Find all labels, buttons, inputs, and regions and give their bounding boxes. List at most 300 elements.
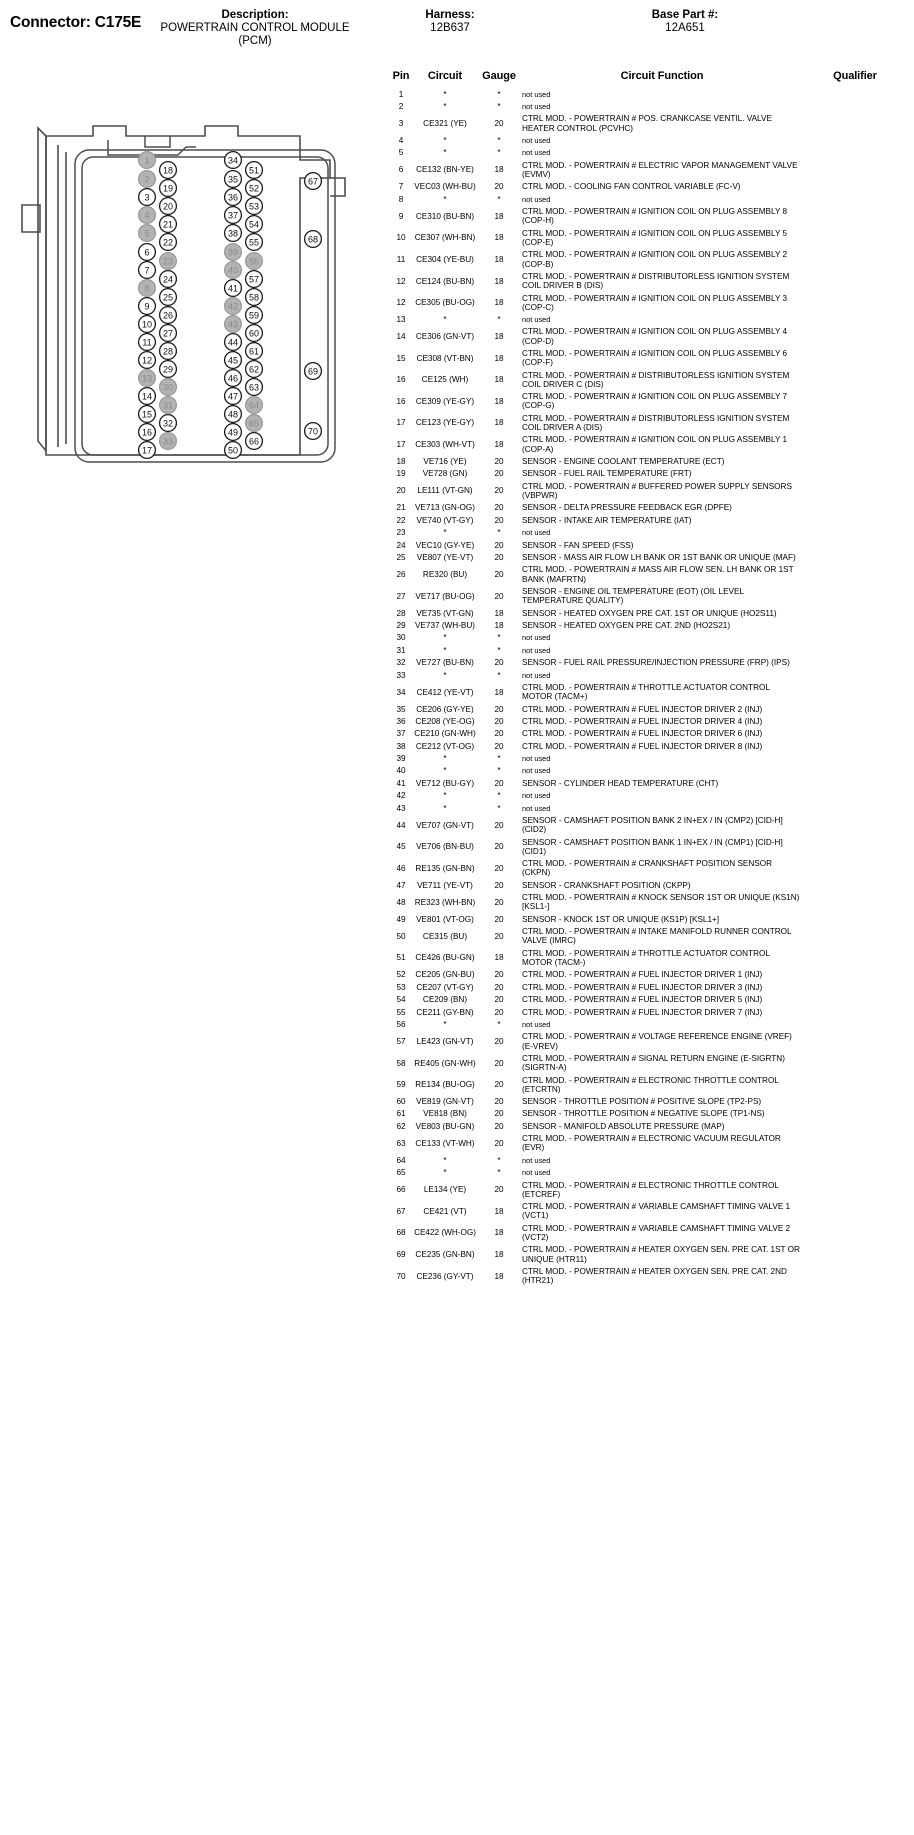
- qualifier-cell: [802, 644, 908, 656]
- pin-number-label: 59: [248, 310, 260, 321]
- connector-label: Connector:: [10, 14, 91, 31]
- pin-number-label: 43: [227, 319, 239, 330]
- pin-cell: 29: [396, 620, 406, 630]
- circuit-cell: RE323 (WH-BN): [414, 897, 476, 907]
- table-row: [388, 947, 908, 969]
- pin-circle-17: [139, 442, 156, 459]
- pin-cell: 32: [396, 658, 406, 668]
- harness-value: 12B637: [430, 22, 470, 34]
- circuit-function-cell: CTRL MOD. - POWERTRAIN # SIGNAL RETURN ENGINE (E-SIGRTN) (SIGRTN-A): [522, 1053, 785, 1073]
- table-row: [388, 193, 908, 205]
- circuit-cell: VEC10 (GY-YE): [415, 540, 475, 550]
- table-row: [388, 1154, 908, 1166]
- pin-circle-32: [160, 415, 177, 432]
- pin-number-label: 45: [227, 355, 239, 366]
- pin-cell: 18: [396, 457, 406, 467]
- circuit-cell: LE111 (VT-GN): [417, 486, 473, 496]
- pin-circle-8: [139, 280, 156, 297]
- description-label: Description:: [221, 9, 289, 21]
- gauge-cell: 20: [494, 515, 504, 525]
- pin-cell: 45: [396, 842, 406, 852]
- qualifier-cell: [802, 468, 908, 480]
- pin-number-label: 1: [144, 155, 150, 166]
- qualifier-cell: [802, 728, 908, 740]
- circuit-cell: CE133 (VT-WH): [415, 1138, 475, 1148]
- table-row: [388, 892, 908, 914]
- circuit-cell: *: [443, 645, 447, 655]
- gauge-cell: *: [497, 148, 501, 158]
- table-row: [388, 539, 908, 551]
- gauge-cell: 20: [494, 1080, 504, 1090]
- pin-number-label: 64: [248, 400, 260, 411]
- table-row: [388, 249, 908, 271]
- pin-number-label: 3: [144, 192, 150, 203]
- pin-cell: 16: [396, 396, 406, 406]
- pin-number-label: 67: [307, 176, 319, 187]
- table-row: [388, 527, 908, 539]
- circuit-function-cell: CTRL MOD. - POWERTRAIN # ELECTRONIC THROTTLE CONTROL (ETCREF): [522, 1180, 779, 1199]
- circuit-function-cell: CTRL MOD. - POWERTRAIN # FUEL INJECTOR DRIVER 5 (INJ): [522, 995, 763, 1005]
- pin-cell: 33: [396, 670, 406, 680]
- pin-circle-49: [225, 424, 242, 441]
- qualifier-cell: [802, 527, 908, 539]
- description-value: POWERTRAIN CONTROL MODULE (PCM): [160, 22, 350, 47]
- pin-cell: 53: [396, 982, 406, 992]
- connector-latch-detail: [108, 136, 196, 155]
- connector-diagram-svg: [0, 115, 380, 485]
- pin-number-label: 37: [227, 210, 239, 221]
- circuit-function-cell: SENSOR - FUEL RAIL TEMPERATURE (FRT): [522, 469, 692, 479]
- table-row: [388, 227, 908, 249]
- pin-cell: 34: [396, 687, 406, 697]
- circuit-cell: CE205 (GN-BU): [415, 970, 475, 980]
- pin-circle-59: [246, 307, 263, 324]
- pin-circle-14: [139, 388, 156, 405]
- table-row: [388, 1265, 908, 1287]
- gauge-cell: 20: [494, 982, 504, 992]
- gauge-cell: *: [497, 135, 501, 145]
- table-row: [388, 728, 908, 740]
- pin-circle-44: [225, 334, 242, 351]
- gauge-cell: 18: [494, 276, 504, 286]
- circuit-function-cell: CTRL MOD. - POWERTRAIN # THROTTLE ACTUATOR CONTROL MOTOR (TACM-): [522, 948, 770, 967]
- qualifier-cell: [802, 502, 908, 514]
- circuit-function-cell: not used: [522, 645, 551, 655]
- pin-circle-2: [139, 171, 156, 188]
- gauge-cell: *: [497, 194, 501, 204]
- pin-number-label: 50: [227, 445, 239, 456]
- circuit-function-cell: SENSOR - CRANKSHAFT POSITION (CKPP): [522, 880, 691, 890]
- table-row: [388, 159, 908, 181]
- circuit-function-cell: CTRL MOD. - POWERTRAIN # IGNITION COIL ON PLUG ASSEMBLY 3 (COP-C): [522, 293, 788, 312]
- circuit-cell: CE321 (YE): [423, 118, 467, 128]
- pin-number-label: 4: [144, 210, 150, 221]
- pin-cell: 58: [396, 1058, 406, 1068]
- connector-shell-outline: [22, 126, 345, 455]
- pin-circle-39: [225, 244, 242, 261]
- pin-number-label: 56: [248, 256, 260, 267]
- table-row: [388, 981, 908, 993]
- pin-circle-52: [246, 180, 263, 197]
- pin-number-label: 16: [141, 427, 153, 438]
- pin-number-label: 32: [162, 418, 174, 429]
- gauge-cell: 18: [494, 396, 504, 406]
- pin-cell: 44: [396, 820, 406, 830]
- pin-cell: 42: [396, 791, 406, 801]
- circuit-cell: *: [443, 670, 447, 680]
- pin-circle-25: [160, 289, 177, 306]
- connector-title: [10, 14, 141, 32]
- pin-cell: 28: [396, 608, 406, 618]
- circuit-function-cell: not used: [522, 754, 551, 764]
- table-row: [388, 292, 908, 314]
- gauge-cell: 18: [494, 233, 504, 243]
- gauge-cell: *: [497, 791, 501, 801]
- circuit-cell: VE711 (YE-VT): [417, 880, 473, 890]
- circuit-cell: CE304 (YE-BU): [416, 254, 474, 264]
- gauge-cell: 18: [494, 332, 504, 342]
- pin-cell: 22: [396, 515, 406, 525]
- pin-number-label: 55: [248, 237, 260, 248]
- pin-number-label: 47: [227, 391, 239, 402]
- gauge-cell: 20: [494, 931, 504, 941]
- circuit-cell: CE306 (GN-VT): [415, 332, 475, 342]
- table-row: [388, 1052, 908, 1074]
- table-row: [388, 551, 908, 563]
- table-row: [388, 206, 908, 228]
- pin-cell: 21: [396, 503, 406, 513]
- pin-number-label: 8: [144, 283, 150, 294]
- gauge-cell: 20: [494, 1007, 504, 1017]
- column-header-function: Circuit Function: [620, 70, 704, 82]
- pin-circle-42: [225, 298, 242, 315]
- pin-number-label: 48: [227, 409, 239, 420]
- qualifier-cell: [802, 926, 908, 948]
- circuit-function-cell: CTRL MOD. - POWERTRAIN # CRANKSHAFT POSITION SENSOR (CKPN): [522, 859, 773, 878]
- pin-cell: 54: [396, 995, 406, 1005]
- pin-cell: 35: [396, 704, 406, 714]
- circuit-cell: *: [443, 101, 447, 111]
- circuit-function-cell: not used: [522, 315, 551, 325]
- pin-number-label: 29: [162, 364, 174, 375]
- circuit-cell: VE807 (YE-VT): [416, 552, 474, 562]
- pin-cell: 13: [396, 315, 406, 325]
- gauge-cell: *: [497, 1155, 501, 1165]
- table-row: [388, 632, 908, 644]
- gauge-cell: *: [497, 1019, 501, 1029]
- pin-number-label: 46: [227, 373, 239, 384]
- qualifier-cell: [802, 314, 908, 326]
- qualifier-cell: [802, 564, 908, 586]
- pin-circle-20: [160, 198, 177, 215]
- pin-cell: 41: [396, 778, 406, 788]
- gauge-cell: 20: [494, 486, 504, 496]
- gauge-cell: *: [497, 101, 501, 111]
- pin-number-label: 49: [227, 427, 239, 438]
- circuit-cell: VE717 (BU-OG): [415, 591, 475, 601]
- gauge-cell: 20: [494, 457, 504, 467]
- circuit-function-cell: CTRL MOD. - POWERTRAIN # HEATER OXYGEN SEN. PRE CAT. 2ND (HTR21): [522, 1267, 787, 1286]
- base-part-value: 12A651: [665, 22, 705, 34]
- circuit-function-cell: SENSOR - HEATED OXYGEN PRE CAT. 2ND (HO2S21): [522, 620, 731, 630]
- qualifier-cell: [802, 632, 908, 644]
- circuit-function-cell: SENSOR - DELTA PRESSURE FEEDBACK EGR (DPFE): [522, 503, 732, 513]
- circuit-function-cell: CTRL MOD. - POWERTRAIN # IGNITION COIL ON PLUG ASSEMBLY 4 (COP-D): [522, 327, 788, 346]
- pin-number-label: 7: [144, 265, 150, 276]
- pin-cell: 12: [396, 276, 406, 286]
- circuit-cell: CE421 (VT): [423, 1206, 467, 1216]
- pin-number-label: 28: [162, 346, 174, 357]
- qualifier-cell: [802, 434, 908, 456]
- circuit-cell: CE211 (GY-BN): [416, 1007, 474, 1017]
- pin-cell: 24: [396, 540, 406, 550]
- gauge-cell: *: [497, 315, 501, 325]
- table-row: [388, 752, 908, 764]
- table-row: [388, 913, 908, 925]
- pin-circle-45: [225, 352, 242, 369]
- circuit-function-cell: SENSOR - THROTTLE POSITION # NEGATIVE SLOPE (TP1-NS): [522, 1109, 765, 1119]
- circuit-function-cell: CTRL MOD. - POWERTRAIN # FUEL INJECTOR DRIVER 6 (INJ): [522, 729, 763, 739]
- pin-number-label: 65: [248, 418, 260, 429]
- gauge-cell: 18: [494, 1250, 504, 1260]
- circuit-function-cell: not used: [522, 1019, 551, 1029]
- circuit-function-cell: SENSOR - MASS AIR FLOW LH BANK OR 1ST BANK OR UNIQUE (MAF): [522, 552, 796, 562]
- qualifier-cell: [802, 1154, 908, 1166]
- circuit-cell: CE236 (GY-VT): [416, 1271, 474, 1281]
- pin-circle-23: [160, 253, 177, 270]
- qualifier-cell: [802, 1179, 908, 1201]
- base-part-block: [600, 8, 770, 35]
- circuit-function-cell: CTRL MOD. - POWERTRAIN # ELECTRONIC THROTTLE CONTROL (ETCRTN): [522, 1075, 779, 1094]
- pin-circle-55: [246, 234, 263, 251]
- circuit-function-cell: not used: [522, 135, 551, 145]
- pin-cell: 38: [396, 741, 406, 751]
- column-header-gauge: Gauge: [482, 70, 516, 82]
- pin-cell: 46: [396, 863, 406, 873]
- qualifier-cell: [802, 947, 908, 969]
- pin-number-label: 57: [248, 274, 260, 285]
- gauge-cell: 20: [494, 820, 504, 830]
- circuit-function-cell: CTRL MOD. - POWERTRAIN # FUEL INJECTOR DRIVER 8 (INJ): [522, 741, 763, 751]
- circuit-cell: VE819 (GN-VT): [416, 1097, 474, 1107]
- qualifier-cell: [802, 1074, 908, 1096]
- qualifier-cell: [802, 752, 908, 764]
- pin-circle-11: [139, 334, 156, 351]
- gauge-cell: *: [497, 89, 501, 99]
- table-row: [388, 147, 908, 159]
- qualifier-cell: [802, 1167, 908, 1179]
- table-header-row: [388, 70, 908, 88]
- pin-circle-5: [139, 225, 156, 242]
- circuit-cell: *: [443, 633, 447, 643]
- pin-circle-16: [139, 424, 156, 441]
- table-row: [388, 514, 908, 526]
- pin-cell: 10: [396, 233, 406, 243]
- table-row: [388, 790, 908, 802]
- pin-number-label: 9: [144, 301, 150, 312]
- circuit-function-cell: SENSOR - ENGINE OIL TEMPERATURE (EOT) (OIL LEVEL TEMPERATURE QUALITY): [522, 586, 744, 606]
- pin-circle-47: [225, 388, 242, 405]
- circuit-function-cell: CTRL MOD. - POWERTRAIN # HEATER OXYGEN SEN. PRE CAT. 1ST OR UNIQUE (HTR11): [522, 1245, 800, 1264]
- gauge-cell: 20: [494, 1109, 504, 1119]
- circuit-function-cell: not used: [522, 670, 551, 680]
- gauge-cell: *: [497, 803, 501, 813]
- pin-number-label: 17: [141, 445, 153, 456]
- circuit-cell: VE727 (BU-BN): [416, 658, 474, 668]
- pin-circle-31: [160, 397, 177, 414]
- pin-cell: 70: [396, 1271, 406, 1281]
- qualifier-cell: [802, 715, 908, 727]
- pin-cell: 30: [396, 633, 406, 643]
- gauge-cell: 18: [494, 1228, 504, 1238]
- pin-number-label: 23: [162, 256, 174, 267]
- gauge-cell: 20: [494, 970, 504, 980]
- circuit-cell: CE208 (YE-OG): [415, 716, 475, 726]
- pin-cell: 39: [396, 754, 406, 764]
- gauge-cell: 18: [494, 1206, 504, 1216]
- circuit-cell: RE135 (GN-BN): [415, 863, 475, 873]
- pin-number-label: 61: [248, 346, 260, 357]
- circuit-cell: *: [443, 315, 447, 325]
- gauge-cell: 18: [494, 608, 504, 618]
- pin-circle-12: [139, 352, 156, 369]
- pin-cell: 15: [396, 353, 406, 363]
- circuit-function-cell: CTRL MOD. - POWERTRAIN # KNOCK SENSOR 1ST OR UNIQUE (KS1N) [KSL1-]: [522, 893, 800, 912]
- pin-number-label: 15: [141, 409, 153, 420]
- circuit-cell: CE310 (BU-BN): [415, 211, 475, 221]
- pin-number-label: 26: [162, 310, 174, 321]
- circuit-cell: CE123 (YE-GY): [415, 418, 475, 428]
- pin-number-label: 52: [248, 183, 260, 194]
- pin-cell: 60: [396, 1097, 406, 1107]
- table-row: [388, 740, 908, 752]
- pin-number-label: 39: [227, 247, 239, 258]
- qualifier-cell: [802, 1265, 908, 1287]
- circuit-cell: CE209 (BN): [422, 995, 468, 1005]
- circuit-cell: RE134 (BU-OG): [415, 1080, 475, 1090]
- pin-circle-1: [139, 152, 156, 169]
- page-header: [0, 0, 914, 62]
- circuit-cell: *: [443, 194, 447, 204]
- circuit-function-cell: CTRL MOD. - POWERTRAIN # IGNITION COIL ON PLUG ASSEMBLY 8 (COP-H): [522, 207, 788, 226]
- gauge-cell: 18: [494, 953, 504, 963]
- circuit-function-cell: CTRL MOD. - POWERTRAIN # IGNITION COIL ON PLUG ASSEMBLY 6 (COP-F): [522, 349, 788, 368]
- table-row: [388, 113, 908, 135]
- pin-number-label: 22: [162, 237, 174, 248]
- qualifier-cell: [802, 1133, 908, 1155]
- gauge-cell: 18: [494, 375, 504, 385]
- circuit-function-cell: CTRL MOD. - POWERTRAIN # IGNITION COIL ON PLUG ASSEMBLY 5 (COP-E): [522, 228, 788, 247]
- gauge-cell: 20: [494, 1058, 504, 1068]
- pin-circle-15: [139, 406, 156, 423]
- circuit-function-cell: not used: [522, 148, 551, 158]
- circuit-function-cell: CTRL MOD. - POWERTRAIN # THROTTLE ACTUATOR CONTROL MOTOR (TACM+): [522, 682, 770, 702]
- circuit-cell: CE207 (VT-GY): [416, 982, 474, 992]
- pin-circle-19: [160, 180, 177, 197]
- pin-circle-13: [139, 370, 156, 387]
- table-row: [388, 326, 908, 348]
- circuit-function-cell: CTRL MOD. - POWERTRAIN # MASS AIR FLOW SEN. LH BANK OR 1ST BANK (MAFRTN): [522, 565, 794, 584]
- pin-circle-27: [160, 325, 177, 342]
- circuit-cell: VE712 (BU-GY): [415, 778, 475, 788]
- pin-cell: 25: [396, 552, 406, 562]
- table-row: [388, 1006, 908, 1018]
- pin-circle-63: [246, 379, 263, 396]
- pin-circle-46: [225, 370, 242, 387]
- pin-circle-67: [305, 173, 322, 190]
- circuit-cell: VE737 (WH-BU): [414, 620, 476, 630]
- pin-number-label: 11: [142, 337, 152, 348]
- connector-diagram: [0, 115, 380, 485]
- table-row: [388, 765, 908, 777]
- pin-circle-24: [160, 271, 177, 288]
- pin-circle-6: [139, 244, 156, 261]
- circuit-cell: CE210 (GN-WH): [414, 729, 476, 739]
- pin-number-label: 21: [162, 219, 174, 230]
- qualifier-cell: [802, 994, 908, 1006]
- pin-cell: 36: [396, 716, 406, 726]
- circuit-cell: *: [443, 528, 447, 538]
- pin-number-label: 63: [248, 382, 260, 393]
- qualifier-cell: [802, 206, 908, 228]
- pin-cell: 7: [398, 182, 404, 192]
- pin-circle-62: [246, 361, 263, 378]
- circuit-cell: VE818 (BN): [423, 1109, 467, 1119]
- pin-cell: 12: [396, 298, 406, 308]
- qualifier-cell: [802, 858, 908, 880]
- pin-number-label: 70: [307, 426, 319, 437]
- pin-number-label: 66: [248, 436, 260, 447]
- table-row: [388, 802, 908, 814]
- pin-number-label: 58: [248, 292, 260, 303]
- gauge-cell: 20: [494, 1121, 504, 1131]
- gauge-cell: 20: [494, 540, 504, 550]
- pin-cell: 56: [396, 1019, 406, 1029]
- gauge-cell: 18: [494, 254, 504, 264]
- pin-cell: 59: [396, 1080, 406, 1090]
- pin-number-label: 38: [227, 228, 239, 239]
- pin-number-label: 54: [248, 219, 260, 230]
- gauge-cell: *: [497, 754, 501, 764]
- pin-circle-18: [160, 162, 177, 179]
- qualifier-cell: [802, 369, 908, 391]
- pin-circle-69: [305, 363, 322, 380]
- table-row: [388, 681, 908, 703]
- qualifier-cell: [802, 193, 908, 205]
- circuit-function-cell: CTRL MOD. - POWERTRAIN # DISTRIBUTORLESS IGNITION SYSTEM COIL DRIVER C (DIS): [522, 370, 790, 389]
- qualifier-cell: [802, 514, 908, 526]
- table-row: [388, 836, 908, 858]
- pin-number-label: 33: [162, 436, 174, 447]
- circuit-function-cell: CTRL MOD. - POWERTRAIN # IGNITION COIL ON PLUG ASSEMBLY 2 (COP-B): [522, 250, 788, 269]
- circuit-cell: CE206 (GY-YE): [416, 704, 474, 714]
- qualifier-cell: [802, 412, 908, 434]
- pin-cell: 31: [396, 645, 406, 655]
- gauge-cell: *: [497, 645, 501, 655]
- pin-circle-4: [139, 207, 156, 224]
- pin-circle-57: [246, 271, 263, 288]
- pin-cell: 64: [396, 1155, 406, 1165]
- table-row: [388, 969, 908, 981]
- qualifier-cell: [802, 1052, 908, 1074]
- circuit-function-cell: CTRL MOD. - POWERTRAIN # ELECTRIC VAPOR MANAGEMENT VALVE (EVMV): [522, 160, 798, 179]
- gauge-cell: 20: [494, 658, 504, 668]
- table-row: [388, 715, 908, 727]
- pin-circle-28: [160, 343, 177, 360]
- pin-circle-40: [225, 262, 242, 279]
- table-row: [388, 412, 908, 434]
- pin-cell: 6: [398, 165, 404, 175]
